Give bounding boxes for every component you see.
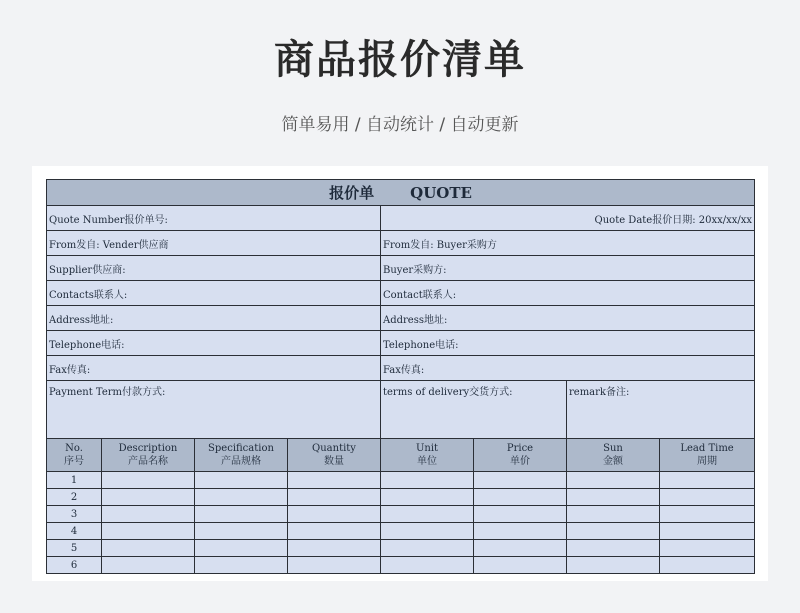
column-header-description (102, 439, 195, 472)
cell-quantity[interactable] (288, 557, 381, 574)
column-header-cn: 产品规格 (221, 456, 261, 467)
cell-lead-time[interactable] (660, 540, 755, 557)
fax-left-cell[interactable]: Fax传真: (47, 356, 381, 381)
delivery-terms-cell[interactable]: terms of delivery交货方式: (381, 381, 567, 439)
table-row (47, 489, 755, 506)
table-row (47, 472, 755, 489)
buyer-cell[interactable]: Buyer采购方: (381, 256, 755, 281)
supplier-cell[interactable]: Supplier供应商: (47, 256, 381, 281)
row-number: 1 (47, 472, 102, 489)
column-header-unit (381, 439, 474, 472)
column-header-en: No. (65, 443, 83, 454)
cell-sum[interactable] (567, 489, 660, 506)
cell-specification[interactable] (195, 506, 288, 523)
row-number: 5 (47, 540, 102, 557)
cell-description[interactable] (102, 472, 195, 489)
column-header-cn: 金额 (603, 456, 623, 467)
cell-price[interactable] (474, 489, 567, 506)
cell-lead-time[interactable] (660, 506, 755, 523)
fax-right-cell[interactable]: Fax传真: (381, 356, 755, 381)
column-header-cn: 产品名称 (128, 456, 168, 467)
column-header-quantity (288, 439, 381, 472)
sheet-header (47, 180, 755, 206)
row-number: 4 (47, 523, 102, 540)
column-header-en: Sun (603, 443, 623, 454)
row-number: 6 (47, 557, 102, 574)
remark-cell[interactable]: remark备注: (567, 381, 755, 439)
item-rows (47, 472, 755, 574)
cell-specification[interactable] (195, 523, 288, 540)
table-row (47, 523, 755, 540)
cell-price[interactable] (474, 506, 567, 523)
column-header-en: Quantity (312, 443, 356, 454)
cell-lead-time[interactable] (660, 472, 755, 489)
cell-description[interactable] (102, 523, 195, 540)
cell-quantity[interactable] (288, 540, 381, 557)
column-header-en: Unit (415, 443, 439, 454)
table-row (47, 506, 755, 523)
cell-sum[interactable] (567, 540, 660, 557)
row-number: 2 (47, 489, 102, 506)
quote-date-cell[interactable]: Quote Date报价日期: 20xx/xx/xx (381, 206, 755, 231)
row-number: 3 (47, 506, 102, 523)
address-right-cell[interactable]: Address地址: (381, 306, 755, 331)
cell-quantity[interactable] (288, 472, 381, 489)
cell-quantity[interactable] (288, 523, 381, 540)
quote-sheet-card (32, 166, 768, 581)
quote-table (46, 179, 755, 574)
cell-specification[interactable] (195, 489, 288, 506)
table-row (47, 557, 755, 574)
from-vender-cell[interactable]: From发自: Vender供应商 (47, 231, 381, 256)
cell-price[interactable] (474, 523, 567, 540)
contacts-cell[interactable]: Contacts联系人: (47, 281, 381, 306)
cell-lead-time[interactable] (660, 557, 755, 574)
cell-unit[interactable] (381, 506, 474, 523)
cell-unit[interactable] (381, 472, 474, 489)
quote-number-cell[interactable]: Quote Number报价单号: (47, 206, 381, 231)
cell-unit[interactable] (381, 489, 474, 506)
cell-specification[interactable] (195, 557, 288, 574)
address-left-cell[interactable]: Address地址: (47, 306, 381, 331)
column-header-en: Specification (208, 443, 274, 454)
cell-lead-time[interactable] (660, 489, 755, 506)
column-header-no (47, 439, 102, 472)
contact-cell[interactable]: Contact联系人: (381, 281, 755, 306)
column-header-lead-time (660, 439, 755, 472)
column-header-cn: 序号 (64, 456, 84, 467)
table-row (47, 540, 755, 557)
column-header-sum (567, 439, 660, 472)
cell-sum[interactable] (567, 557, 660, 574)
cell-description[interactable] (102, 506, 195, 523)
telephone-left-cell[interactable]: Telephone电话: (47, 331, 381, 356)
column-header-en: Lead Time (680, 443, 734, 454)
from-buyer-cell[interactable]: From发自: Buyer采购方 (381, 231, 755, 256)
page-subtitle: 简单易用 / 自动统计 / 自动更新 (281, 115, 519, 135)
column-header-specification (195, 439, 288, 472)
page-title: 商品报价清单 (274, 37, 526, 83)
sheet-header-cn: 报价单 (329, 184, 375, 202)
column-header-cn: 数量 (324, 456, 344, 467)
cell-unit[interactable] (381, 557, 474, 574)
cell-price[interactable] (474, 557, 567, 574)
cell-quantity[interactable] (288, 489, 381, 506)
cell-unit[interactable] (381, 540, 474, 557)
column-header-cn: 单位 (417, 456, 437, 467)
telephone-right-cell[interactable]: Telephone电话: (381, 331, 755, 356)
column-header-en: Price (506, 443, 534, 454)
cell-quantity[interactable] (288, 506, 381, 523)
cell-specification[interactable] (195, 540, 288, 557)
column-header-en: Description (118, 443, 178, 454)
cell-description[interactable] (102, 540, 195, 557)
cell-lead-time[interactable] (660, 523, 755, 540)
payment-term-cell[interactable]: Payment Term付款方式: (47, 381, 381, 439)
cell-price[interactable] (474, 472, 567, 489)
cell-description[interactable] (102, 557, 195, 574)
column-header-price (474, 439, 567, 472)
column-header-cn: 周期 (697, 456, 718, 467)
sheet-header-en: QUOTE (410, 184, 472, 202)
cell-sum[interactable] (567, 523, 660, 540)
cell-description[interactable] (102, 489, 195, 506)
cell-sum[interactable] (567, 506, 660, 523)
cell-price[interactable] (474, 540, 567, 557)
column-header-cn: 单价 (510, 456, 530, 467)
column-header-row (47, 439, 755, 472)
cell-unit[interactable] (381, 523, 474, 540)
cell-sum[interactable] (567, 472, 660, 489)
cell-specification[interactable] (195, 472, 288, 489)
